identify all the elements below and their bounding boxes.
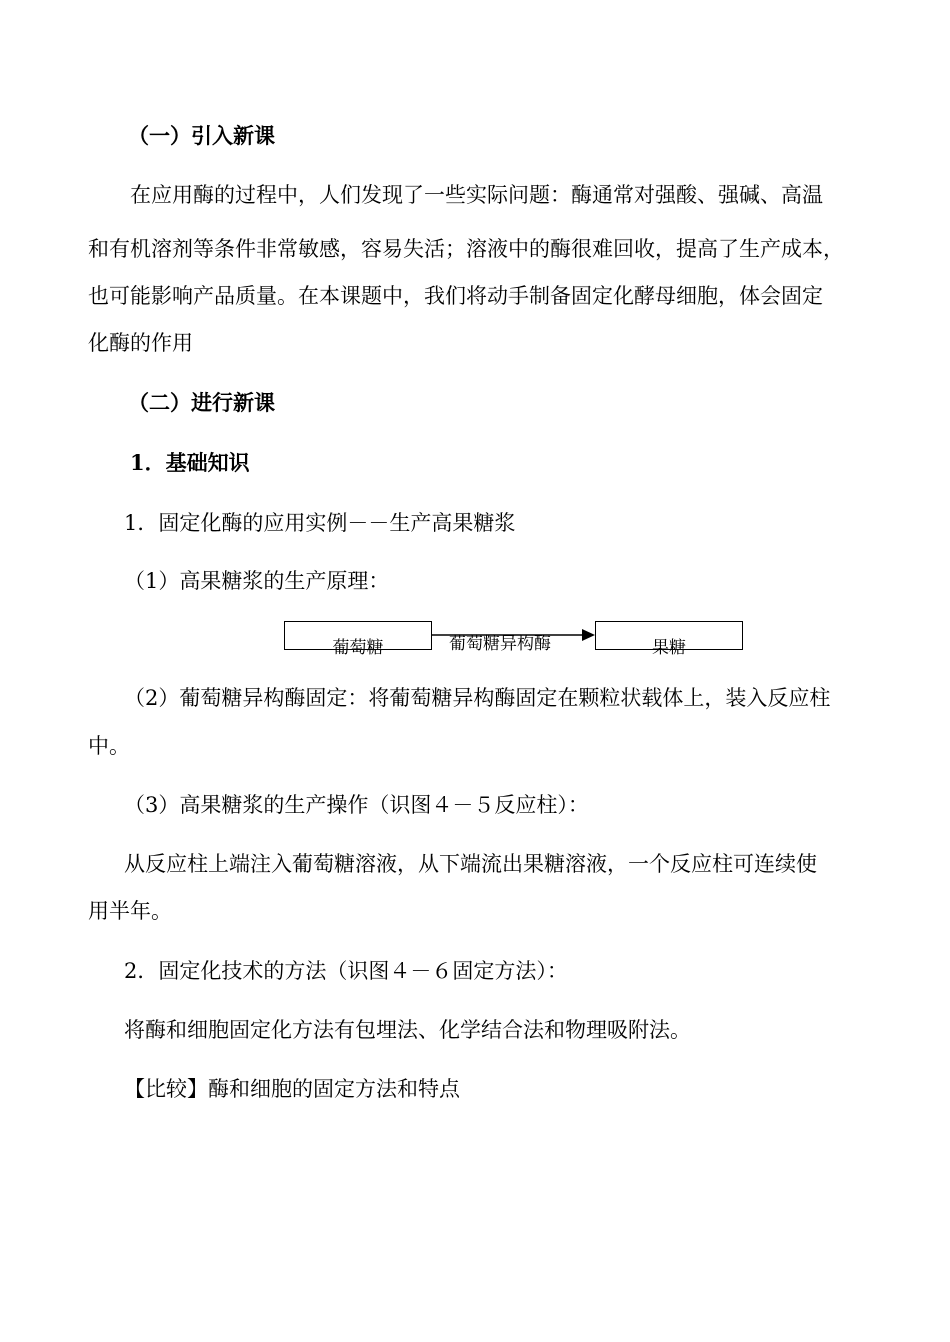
item-1-2-line: 中。 — [88, 734, 130, 758]
item-2-text: 将酶和细胞固定化方法有包埋法、化学结合法和物理吸附法。 — [124, 1018, 691, 1042]
item-1-3: （3）高果糖浆的生产操作（识图４－５反应柱）： — [124, 793, 589, 817]
paragraph-line: 和有机溶剂等条件非常敏感，容易失活；溶液中的酶很难回收，提高了生产成本， — [88, 237, 844, 261]
item-2-title: 2．固定化技术的方法（识图４－６固定方法）： — [124, 959, 568, 983]
diagram-enzyme-label: 葡萄糖异构酶 — [449, 634, 551, 654]
subheading-basic-knowledge: 1．基础知识 — [130, 450, 250, 475]
compare-heading: 【比较】酶和细胞的固定方法和特点 — [124, 1077, 460, 1101]
item-1-1: （1）高果糖浆的生产原理： — [124, 569, 390, 593]
diagram-label-fructose: 果糖 — [652, 638, 686, 658]
section-heading-intro: （一）引入新课 — [128, 123, 275, 148]
item-1-3-text-line: 从反应柱上端注入葡萄糖溶液，从下端流出果糖溶液，一个反应柱可连续使 — [124, 852, 817, 876]
item-1-title: 1．固定化酶的应用实例－－生产高果糖浆 — [124, 511, 516, 535]
item-1-2-line: （2）葡萄糖异构酶固定：将葡萄糖异构酶固定在颗粒状载体上，装入反应柱 — [124, 686, 831, 710]
section-heading-new-lesson: （二）进行新课 — [128, 390, 275, 415]
paragraph-line: 化酶的作用 — [88, 331, 193, 355]
paragraph-line: 在应用酶的过程中，人们发现了一些实际问题：酶通常对强酸、强碱、高温 — [130, 183, 823, 207]
paragraph-line: 也可能影响产品质量。在本课题中，我们将动手制备固定化酵母细胞，体会固定 — [88, 284, 823, 308]
diagram-label-glucose: 葡萄糖 — [332, 638, 384, 658]
item-1-3-text-line: 用半年。 — [88, 899, 172, 923]
